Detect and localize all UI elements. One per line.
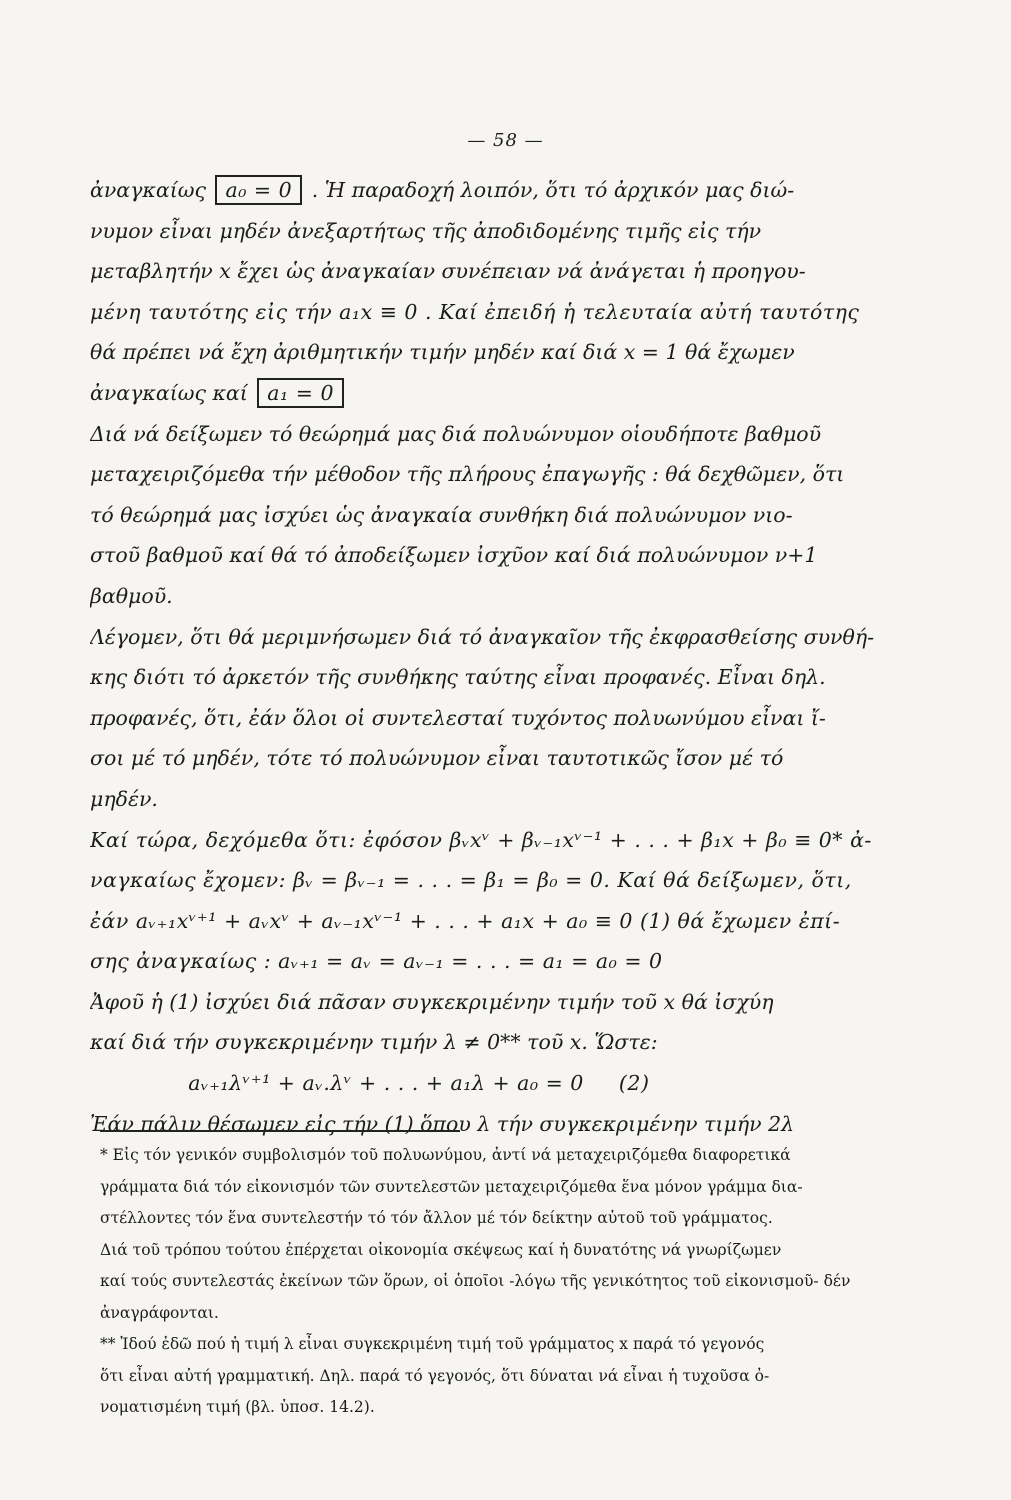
body-text — [90, 170, 950, 1144]
footnote-line: ** Ἰδού ἐδῶ πού ἡ τιμή λ εἶναι συγκεκριμένη τιμή τοῦ γράμματος x παρά τό γεγονός — [100, 1335, 765, 1353]
text-line: Λέγομεν, ὅτι θά μεριμνήσωμεν διά τό ἀναγκαῖον τῆς ἐκφρασθείσης συνθή- — [90, 624, 875, 649]
footnote-line: * Εἰς τόν γενικόν συμβολισμόν τοῦ πολυωνύμου, ἀντί νά μεταχειριζόμεθα διαφορετικά — [100, 1146, 791, 1164]
text-line: νυμον εἶναι μηδέν ἀνεξαρτήτως τῆς ἀποδιδομένης τιμῆς εἰς τήν — [90, 218, 762, 243]
footnote-line: ἀναγράφονται. — [100, 1303, 219, 1322]
text-line — [90, 170, 950, 211]
text-line: μένη ταυτότης εἰς τήν a₁x ≡ 0 . Καί ἐπειδή ἡ τελευταία αὐτή ταυτότης — [90, 299, 860, 324]
text-line: καί διά τήν συγκεκριμένην τιμήν λ ≠ 0** τοῦ x. Ὥστε: — [90, 1030, 658, 1055]
text-line: σης ἀναγκαίως : aᵥ₊₁ = aᵥ = aᵥ₋₁ = . . . = a₁ = a₀ = 0 — [90, 949, 663, 974]
text-line: στοῦ βαθμοῦ καί θά τό ἀποδείξωμεν ἰσχῦον καί διά πολυώνυμον ν+1 — [90, 543, 818, 568]
text-line: Ἀφοῦ ἡ (1) ἰσχύει διά πᾶσαν συγκεκριμένην τιμήν τοῦ x θά ἰσχύη — [90, 989, 774, 1014]
text-line: Καί τώρα, δεχόμεθα ὅτι: ἐφόσον βᵥxᵛ + βᵥ₋₁xᵛ⁻¹ + . . . + β₁x + β₀ ≡ 0* ἀ- — [90, 827, 872, 852]
text-line: ναγκαίως ἔχομεν: βᵥ = βᵥ₋₁ = . . . = β₁ = β₀ = 0. Καί θά δείξωμεν, ὅτι, — [90, 868, 852, 893]
text-line: προφανές, ὅτι, ἐάν ὅλοι οἱ συντελεσταί τυχόντος πολυωνύμου εἶναι ἴ- — [90, 705, 826, 730]
text-segment: . Ἡ παραδοχή λοιπόν, ὅτι τό ἀρχικόν μας διώ- — [311, 178, 795, 202]
text-segment: ἀναγκαίως — [90, 178, 206, 202]
text-line: τό θεώρημά μας ἰσχύει ὡς ἀναγκαία συνθήκη διά πολυώνυμον νιο- — [90, 502, 793, 527]
text-line: σοι μέ τό μηδέν, τότε τό πολυώνυμον εἶναι ταυτοτικῶς ἴσον μέ τό — [90, 746, 784, 771]
footnote-line: στέλλοντες τόν ἕνα συντελεστήν τό τόν ἄλλον μέ τόν δείκτην αὐτοῦ τοῦ γράμματος. — [100, 1209, 773, 1227]
text-segment: ἀναγκαίως καί — [90, 380, 248, 405]
footnote-divider — [100, 1130, 460, 1132]
text-line: μηδέν. — [90, 786, 158, 811]
text-line: μεταβλητήν x ἔχει ὡς ἀναγκαίαν συνέπειαν νά ἀνάγεται ἡ προηγου- — [90, 259, 806, 284]
boxed-equation: a₁ = 0 — [257, 378, 344, 408]
page-number: — 58 — — [467, 130, 544, 151]
text-line: κης διότι τό ἀρκετόν τῆς συνθήκης ταύτης εἶναι προφανές. Εἶναι δηλ. — [90, 665, 826, 690]
text-line — [90, 373, 950, 414]
text-line: ἐάν aᵥ₊₁xᵛ⁺¹ + aᵥxᵛ + aᵥ₋₁xᵛ⁻¹ + . . . + a₁x + a₀ ≡ 0 (1) θά ἔχωμεν ἐπί- — [90, 908, 841, 933]
text-line: Διά νά δείξωμεν τό θεώρημά μας διά πολυώνυμον οἱουδήποτε βαθμοῦ — [90, 421, 822, 446]
footnote-line: νοματισμένη τιμή (βλ. ὑποσ. 14.2). — [100, 1398, 375, 1416]
boxed-equation: a₀ = 0 — [215, 175, 302, 205]
text-line: μεταχειριζόμεθα τήν μέθοδον τῆς πλήρους ἐπαγωγῆς : θά δεχθῶμεν, ὅτι — [90, 462, 845, 487]
text-line: Ἐάν πάλιν θέσωμεν εἰς τήν (1) ὅπου λ τήν συγκεκριμένην τιμήν 2λ — [90, 1111, 795, 1136]
text-line: βαθμοῦ. — [90, 583, 173, 608]
footnote-line: ὅτι εἶναι αὐτή γραμματική. Δηλ. παρά τό γεγονός, ὅτι δύναται νά εἶναι ἡ τυχοῦσα ὀ- — [100, 1366, 770, 1385]
footnote-line: καί τούς συντελεστάς ἐκείνων τῶν ὅρων, οἱ ὁποῖοι -λόγω τῆς γενικότητος τοῦ εἰκονισμοῦ- δέν — [100, 1272, 851, 1290]
text-line: θά πρέπει νά ἔχη ἀριθμητικήν τιμήν μηδέν καί διά x = 1 θά ἔχωμεν — [90, 340, 795, 365]
footnotes — [100, 1140, 960, 1424]
equation-line: aᵥ₊₁λᵛ⁺¹ + aᵥ.λᵛ + . . . + a₁λ + a₀ = 0 (2) — [90, 1071, 650, 1096]
footnote-line: Διά τοῦ τρόπου τούτου ἐπέρχεται οἰκονομία σκέψεως καί ἡ δυνατότης νά γνωρίζωμεν — [100, 1240, 782, 1259]
footnote-line: γράμματα διά τόν εἰκονισμόν τῶν συντελεστῶν μεταχειριζόμεθα ἕνα μόνον γράμμα δια- — [100, 1177, 803, 1196]
